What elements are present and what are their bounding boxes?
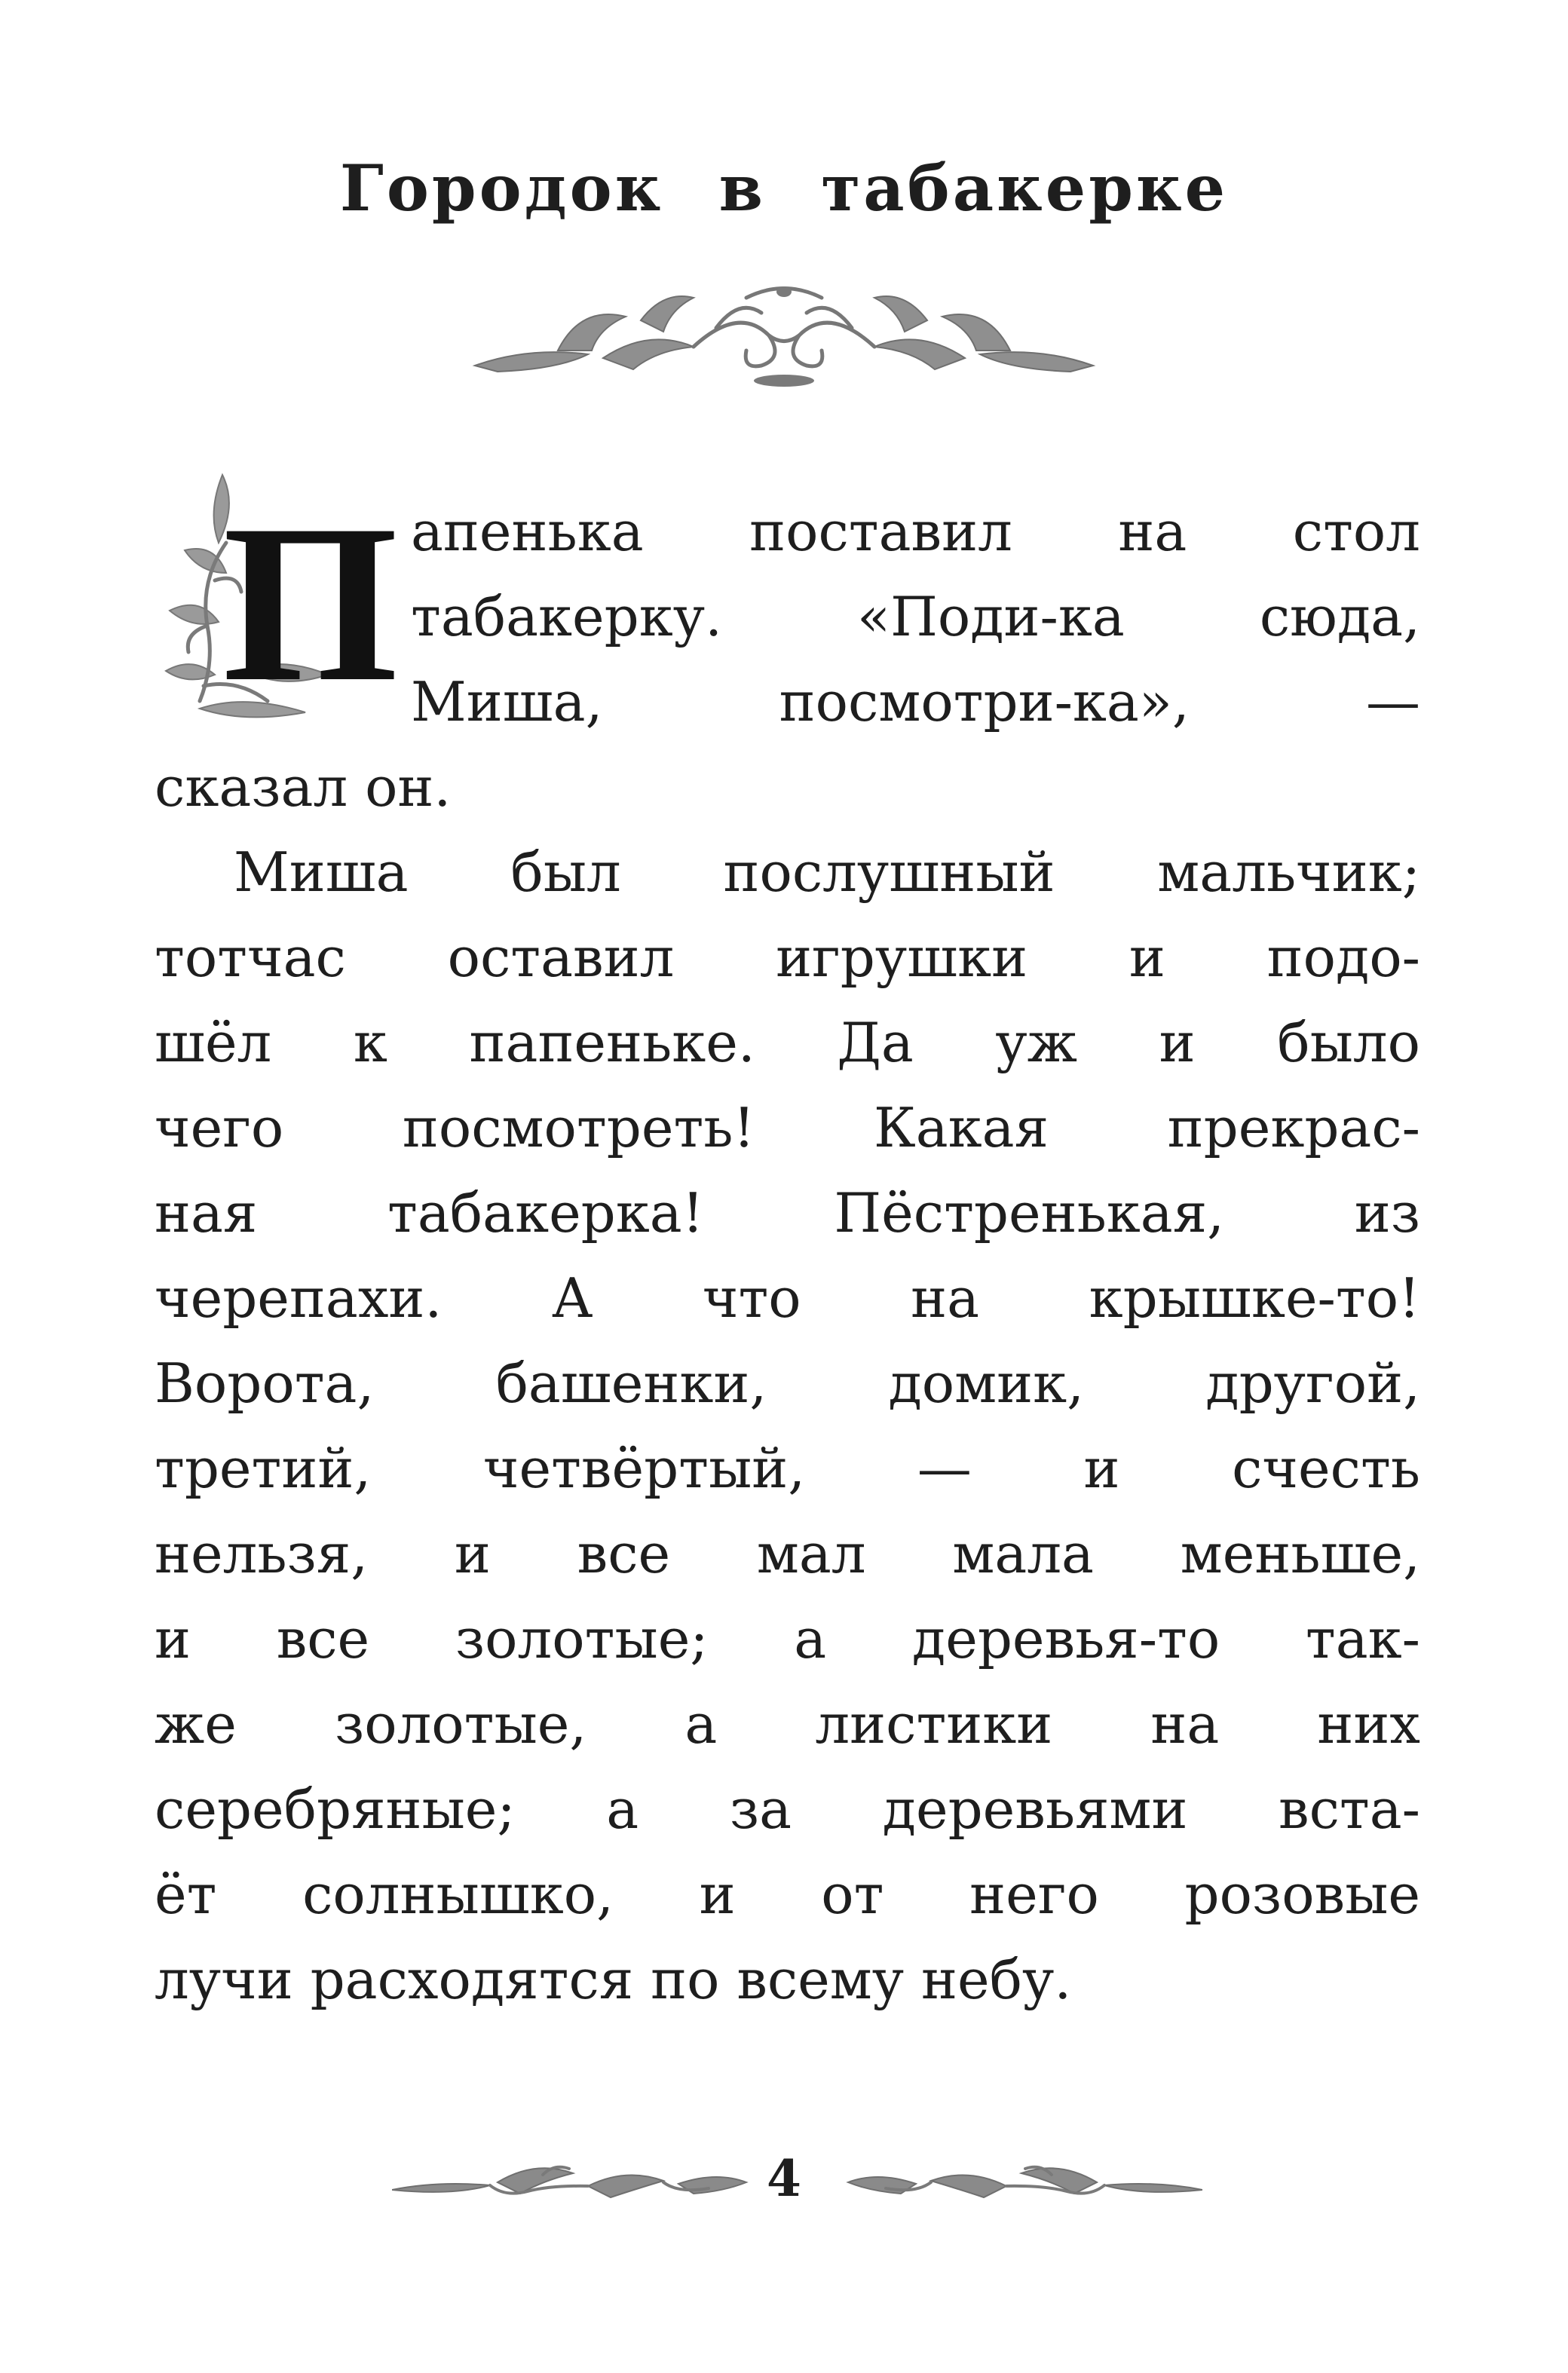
page-title: Городок в табакерке — [339, 151, 1229, 225]
text-line: черепахи. А что на крышке-то! — [155, 1266, 1420, 1330]
drop-cap — [155, 460, 399, 731]
text-line: Миша, посмотри-ка», — — [411, 670, 1420, 733]
text-line: апенька поставил на стол — [411, 500, 1420, 563]
text-line: и все золотые; а деревья-то так- — [155, 1607, 1420, 1670]
leaf-divider-ornament-icon — [825, 2152, 1202, 2212]
text-line: нельзя, и все мал мала меньше, — [155, 1522, 1420, 1585]
page-number: 4 — [767, 2149, 801, 2208]
text-line: тотчас оставил игрушки и подо- — [155, 926, 1420, 989]
text-line: третий, четвёртый, — и счесть — [155, 1437, 1420, 1500]
text-line: ная табакерка! Пёстренькая, из — [155, 1181, 1420, 1245]
floral-flourish-ornament-icon — [467, 275, 1101, 403]
text-line: шёл к папеньке. Да уж и было — [155, 1011, 1420, 1074]
text-line: серебряные; а за деревьями вста- — [155, 1777, 1420, 1841]
text-line: чего посмотреть! Какая прекрас- — [155, 1096, 1420, 1159]
text-line: сказал он. — [155, 755, 452, 819]
text-line: же золотые, а листики на них — [155, 1692, 1420, 1756]
text-line: Ворота, башенки, домик, другой, — [155, 1352, 1420, 1415]
drop-cap-letter: П — [222, 478, 399, 728]
text-line: лучи расходятся по всему небу. — [155, 1948, 1072, 2011]
text-line: Миша был послушный мальчик; — [234, 841, 1420, 904]
text-line: табакерку. «Поди-ка сюда, — [411, 585, 1420, 648]
text-line: ёт солнышко, и от него розовые — [155, 1863, 1420, 1926]
